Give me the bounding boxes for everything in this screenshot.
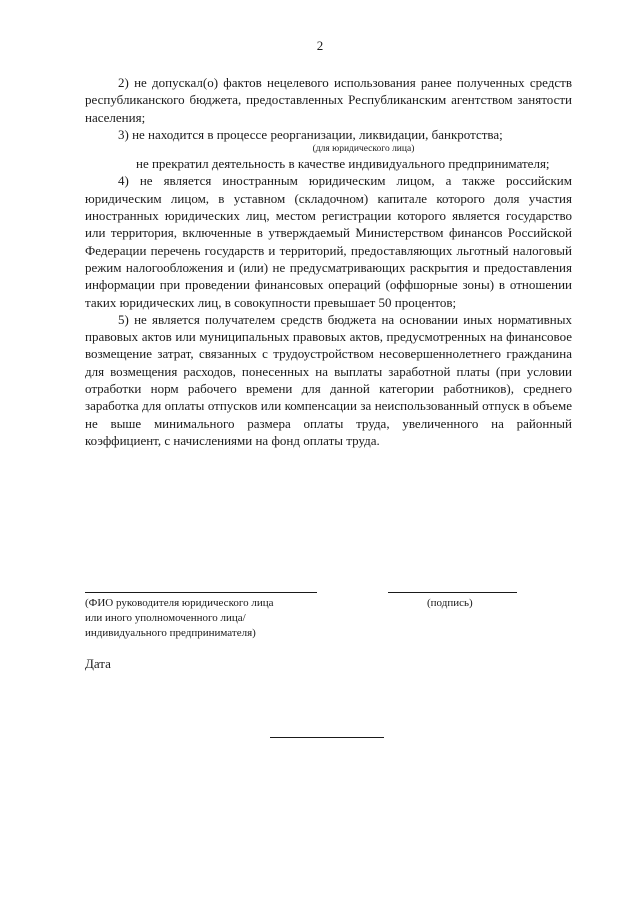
fio-caption-line: индивидуального предпринимателя) <box>85 627 256 639</box>
page-number: 2 <box>316 38 324 53</box>
paragraph-item-5: 5) не является получателем средств бюджета на основании иных нормативных правовых актов или муниципальных правовых актов, предусмотренных на финансовое возмещение затрат, связанных с трудоустройством несовершеннолетнего гражданина для возмещения расходов, понесенных на выплаты заработной платы (при условии отработки норм рабочего времени для данной категории работников), среднего заработка для оплаты отпусков или компенсации за неиспользованный отпуск в объеме не выше минимального размера оплаты труда, увеличенного на районный коэффициент, с начислениями на фонд оплаты труда. <box>85 311 572 448</box>
date-line <box>270 737 384 738</box>
paragraph-item-4: 4) не является иностранным юридическим лицом, а также российским юридическим лицом, в уставном (складочном) капитале которого доля участия иностранных юридических лиц, местом регистрации которого является государство или территория, включенные в утверждаемый Министерством финансов Российской Федерации перечень государств и территорий, предоставляющих льготный налоговый режим налогообложения и (или) не предусматривающих раскрытия и предоставления информации при проведении финансовых операций (оффшорные зоны) в отношении таких юридических лиц, в совокупности превышает 50 процентов; <box>85 173 572 310</box>
date-label: Дата <box>85 656 111 671</box>
legal-entity-caption: (для юридического лица) <box>312 144 415 155</box>
paragraph-item-2: 2) не допускал(о) фактов нецелевого использования ранее полученных средств республиканского бюджета, предоставленных Республиканским агентством занятости населения; <box>85 75 572 125</box>
fio-signature-line <box>85 592 317 593</box>
fio-caption <box>85 596 273 641</box>
paragraph-item-3: 3) не находится в процессе реорганизации, ликвидации, банкротства; <box>118 126 503 142</box>
fio-caption-line: или иного уполномоченного лица/ <box>85 612 246 624</box>
signature-line <box>388 592 517 593</box>
signature-caption: (подпись) <box>427 597 473 609</box>
paragraph-entrepreneur: не прекратил деятельность в качестве индивидуального предпринимателя; <box>136 156 550 172</box>
fio-caption-line: (ФИО руководителя юридического лица <box>85 597 274 609</box>
document-body <box>85 74 572 449</box>
